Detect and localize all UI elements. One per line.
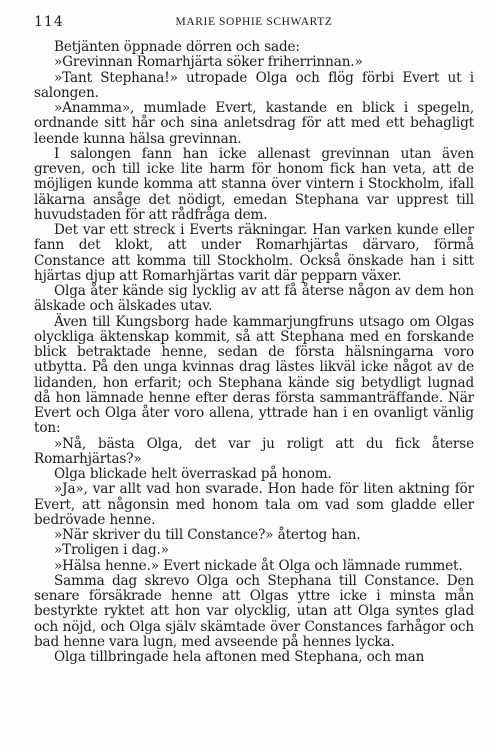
paragraph: Olga åter kände sig lycklig av att få återse någon av dem hon älskade och älskades utav. [34,283,474,315]
paragraph: »Hälsa henne.» Evert nickade åt Olga och lämnade rummet. [54,557,463,574]
paragraph: Det var ett streck i Everts räkningar. Han varken kunde eller fann det klokt, att under Romarhjärtas därvaro, förmå Constance att komma till Stockholm. Också önskade han i sitt hjärtas djup att Romarhjärtas varit där pepparn växer. [34,222,474,284]
paragraph: I salongen fann han icke allenast grevinnan utan även greven, och till icke lite harm för honom fick han veta, att de möjligen kunde komma att stanna över vintern i Stockholm, ifall läkarna ansåge det nödigt, emedan Stephana var upprest till huvudstaden för att rådfråga dem. [34,145,474,223]
paragraph: »Grevinnan Romarhjärta söker friherrinnan.» [54,54,363,71]
paragraph: »Ja», var allt vad hon svarade. Hon hade för liten aktning för Evert, att någonsin med honom tala om vad som gladde eller bedrövade henne. [34,481,474,528]
paragraph: Samma dag skrevo Olga och Stephana till Constance. Den senare försäkrade henne att Olgas yttre icke i minsta mån bestyrkte ryktet att hon var olycklig, utan att Olga syntes glad och nöjd, och Olga själv skämtade över Constances farhågor och bad henne vara lugn, med avseende på hennes lycka. [34,572,474,650]
paragraph: »Nå, bästa Olga, det var ju roligt att du fick återse Romarhjärtas?» [34,435,474,467]
paragraph: Betjänten öppnade dörren och sade: [54,39,300,55]
paragraph: »Tant Stephana!» utropade Olga och flög förbi Evert ut i salongen. [34,69,474,101]
paragraph: »Anamma», mumlade Evert, kastande en blick i spegeln, ordnande sitt hår och sina anletsdrag för att med ett behagligt leende kunna hälsa grevinnan. [34,100,474,147]
paragraph: »När skriver du till Constance?» återtog han. [54,527,361,543]
page-number: 114 [34,14,64,30]
paragraph: Även till Kungsborg hade kammarjungfruns utsago om Olgas olyckliga äktenskap kommit, så att Stephana med en forskande blick betraktade henne, sedan de första hälsningarna voro utbytta. På den unga kvinnas drag lästes likväl icke något av de lidanden, hon erfarit; och Stephana kände sig betydligt lugnad då hon lämnade henne efter deras första sammanträffande. När Evert och Olga åter voro allena, yttrade han i en ovanligt vänlig ton: [34,313,474,437]
body-text [34,40,474,665]
paragraph: Olga blickade helt överraskad på honom. [54,466,332,482]
paragraph: »Troligen i dag.» [54,542,169,559]
page-header [34,12,474,32]
running-head: MARIE SOPHIE SCHWARTZ [175,16,333,28]
paragraph: Olga tillbringade hela aftonen med Stephana, och man [54,649,425,665]
